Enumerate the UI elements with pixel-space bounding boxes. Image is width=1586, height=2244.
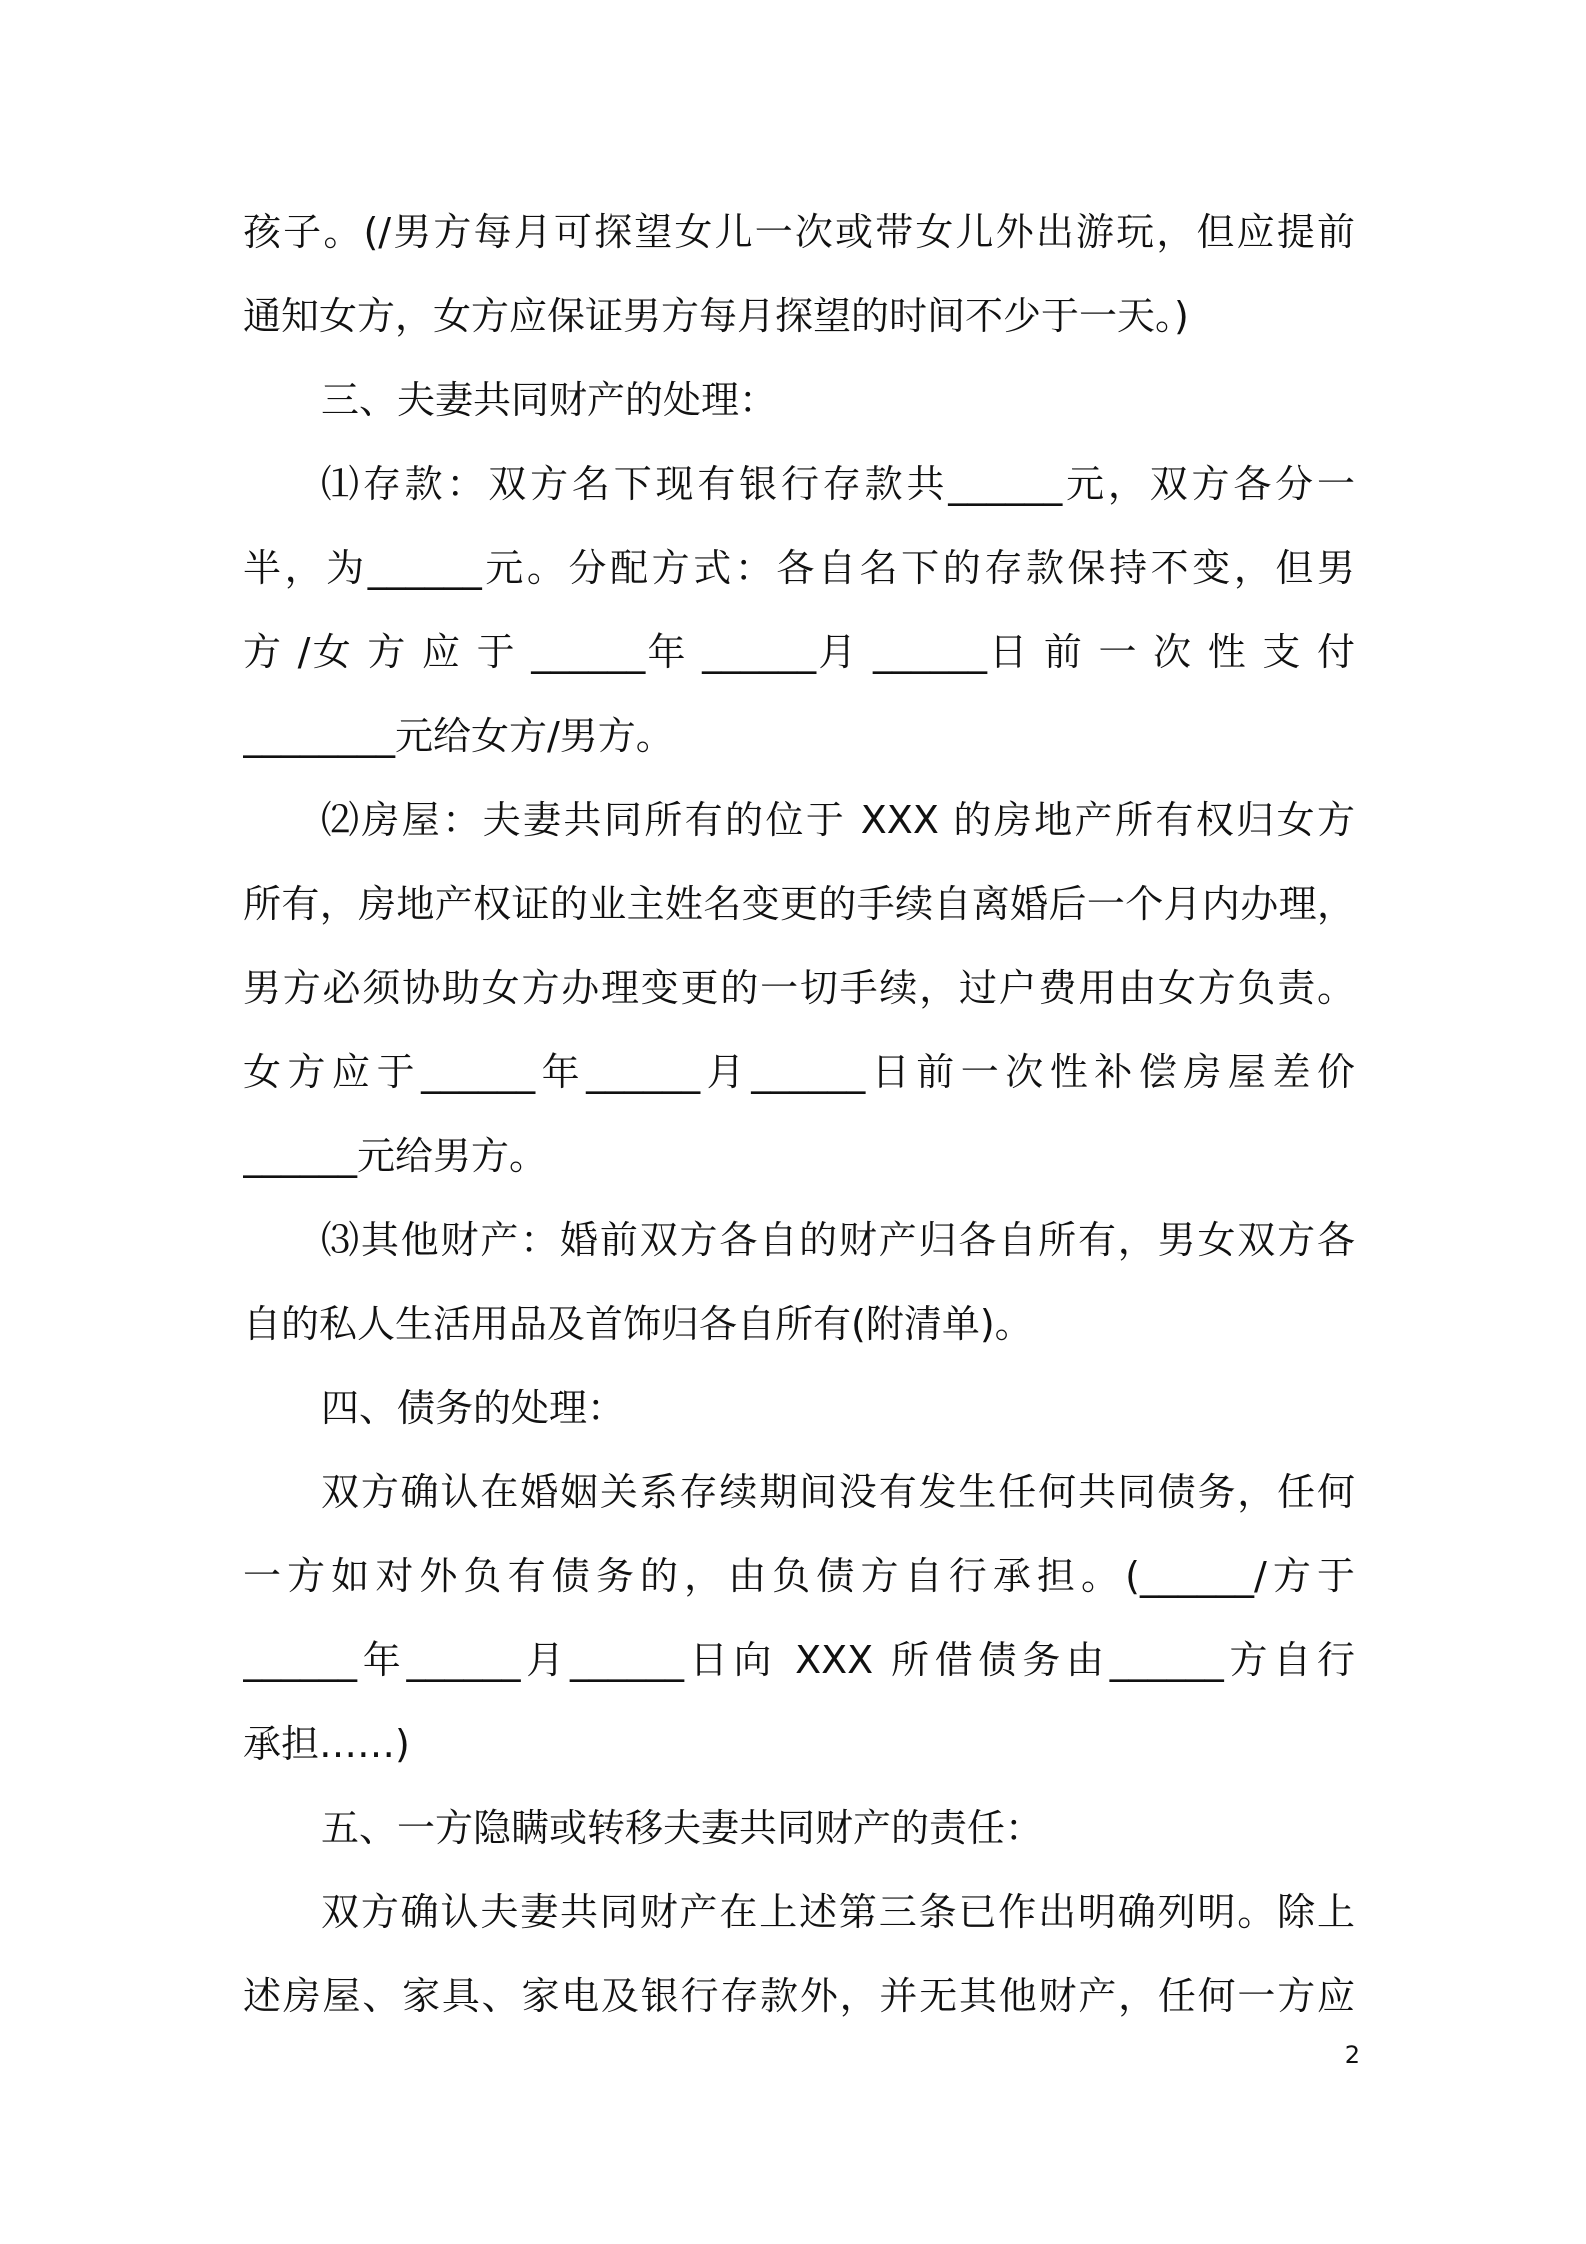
text-line: 自的私人生活用品及首饰归各自所有(附清单)。 — [243, 1302, 1033, 1346]
text-line: ______元给男方。 — [243, 1134, 548, 1178]
text-line: 三、夫妻共同财产的处理： — [321, 378, 778, 422]
text-line: ______年______月______日向 XXX 所借债务由______方自行 — [243, 1638, 1355, 1682]
text-line: 男方必须协助女方办理变更的一切手续，过户费用由女方负责。 — [243, 966, 1355, 1010]
text-line: ⑶其他财产：婚前双方各自的财产归各自所有，男女双方各 — [321, 1218, 1355, 1262]
text-line: 双方确认夫妻共同财产在上述第三条已作出明确列明。除上 — [321, 1890, 1355, 1934]
text-line: 承担……) — [243, 1722, 410, 1766]
text-line: 四、债务的处理： — [321, 1386, 626, 1430]
text-line: 通知女方，女方应保证男方每月探望的时间不少于一天。) — [243, 294, 1189, 338]
text-line: ⑴存款：双方名下现有银行存款共______元，双方各分一 — [321, 462, 1355, 506]
text-line: 双方确认在婚姻关系存续期间没有发生任何共同债务，任何 — [321, 1470, 1355, 1514]
text-line: 方 /女 方 应 于 ______年 ______月 ______日 前 一 次 性 支 付 — [243, 630, 1355, 674]
page-number: 2 — [1344, 2041, 1360, 2069]
text-line: 半，为______元。分配方式：各自名下的存款保持不变，但男 — [243, 546, 1355, 590]
text-line: ________元给女方/男方。 — [243, 714, 674, 758]
text-line: 述房屋、家具、家电及银行存款外，并无其他财产，任何一方应 — [243, 1974, 1355, 2018]
text-line: ⑵房屋：夫妻共同所有的位于 XXX 的房地产所有权归女方 — [321, 798, 1355, 842]
text-line: 女方应于______年______月______日前一次性补偿房屋差价 — [243, 1050, 1355, 1094]
text-line: 一方如对外负有债务的，由负债方自行承担。(______/方于 — [243, 1554, 1355, 1598]
document-body — [243, 190, 1355, 2038]
text-line: 所有，房地产权证的业主姓名变更的手续自离婚后一个月内办理， — [243, 882, 1355, 926]
text-line: 五、一方隐瞒或转移夫妻共同财产的责任： — [321, 1806, 1044, 1850]
text-line: 孩子。(/男方每月可探望女儿一次或带女儿外出游玩，但应提前 — [243, 210, 1355, 254]
